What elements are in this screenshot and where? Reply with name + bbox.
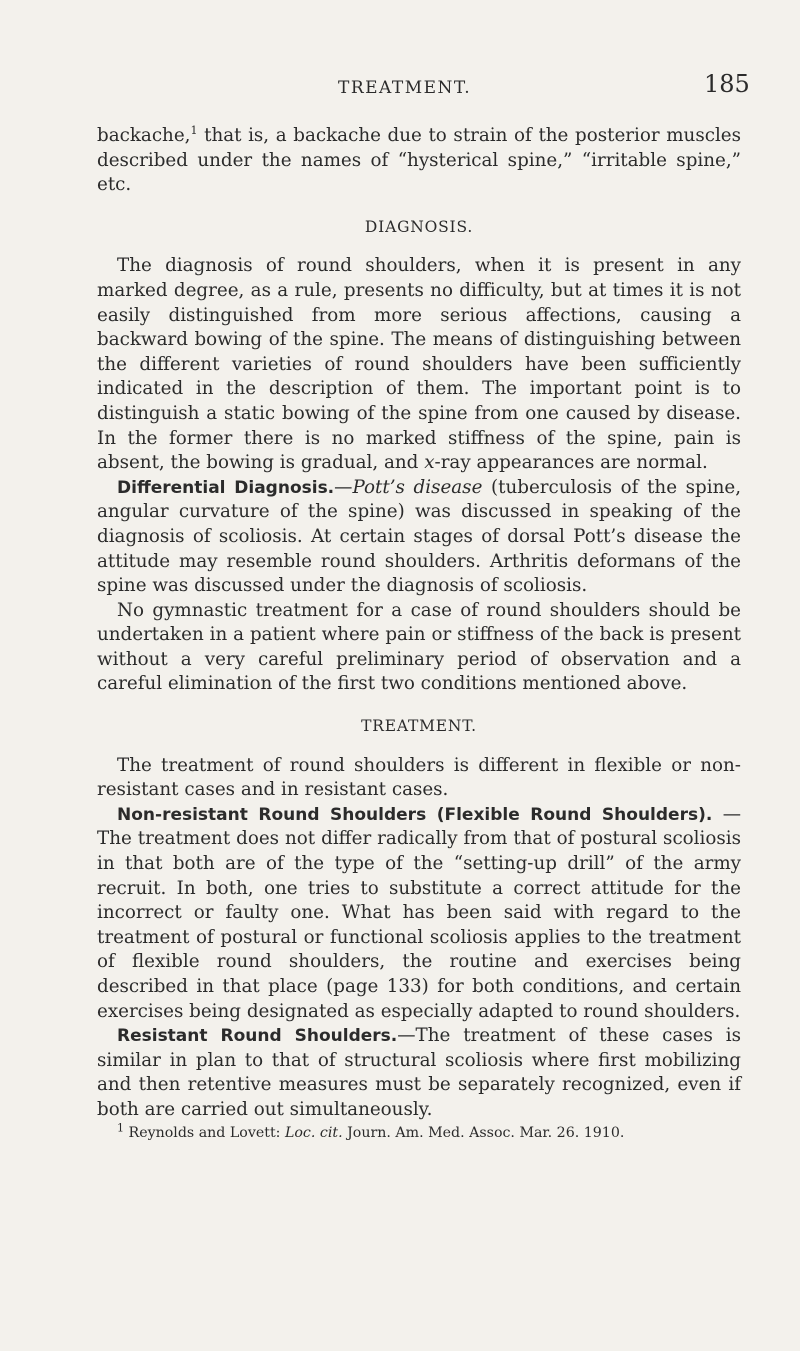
page-body (97, 124, 741, 1143)
footnote (97, 1120, 741, 1143)
differential-diagnosis-paragraph (97, 476, 741, 599)
intro-text-rest: that is, a backache due to strain of the posterior muscles described under the names of “hysterical spine,” “irritable spine,” etc. (97, 125, 741, 196)
non-resistant-text: —The treatment does not differ radically from that of postural scoliosis in that both are of the type of the “setting-up drill” of the army recruit. In both, one tries to substitute a correct attitude for the incorrect or faulty one. What has been said with regard to the treatment of postural or functional scoliosis applies to the treatment of flexible round shoulders, the routine and exercises being described in that place (page 133) for both conditions, and certain exercises being designated as especially adapted to round shoulders. (97, 803, 741, 1022)
section-heading-treatment: TREATMENT. (361, 717, 477, 736)
em-dash: — (334, 476, 353, 498)
treatment-intro-paragraph: The treatment of round shoulders is different in flexible or non-resistant cases and in resistant cases. (97, 754, 741, 801)
x-italic: x (424, 452, 435, 474)
footnote-italic: Loc. cit. (284, 1124, 343, 1141)
page-number: 185 (704, 70, 750, 98)
run-in-heading: Non-resistant Round Shoulders (Flexible Round Shoulders). (117, 804, 713, 825)
diagnosis-text-end: -ray appearances are normal. (434, 452, 708, 474)
diagnosis-text: The diagnosis of round shoulders, when it is present in any marked degree, as a rule, presents no difficulty, but at times it is not easily distinguished from more serious affections, causing a backward bowing of the spine. The means of distinguishing between the different varieties of round shoulders have been sufficiently indicated in the description of them. The important point is to distinguish a static bowing of the spine from one caused by disease. In the former there is no marked stiffness of the spine, pain is absent, the bowing is gradual, and (97, 255, 741, 474)
footnote-text: Reynolds and Lovett: (124, 1124, 285, 1141)
differential-text: (tuberculosis of the spine, angular curvature of the spine) was discussed in speaking of the diagnosis of scoliosis. At certain stages of dorsal Pott’s disease the attitude may resemble round shoulders. Arthritis deformans of the spine was discussed under the diagnosis of scoliosis. (97, 476, 742, 597)
diagnosis-paragraph (97, 254, 741, 475)
intro-paragraph (97, 124, 741, 198)
footnote-number: 1 (117, 1120, 124, 1134)
gymnastic-paragraph: No gymnastic treatment for a case of round shoulders should be undertaken in a patient where pain or stiffness of the back is present without a very careful preliminary period of observation and a careful elimination of the first two conditions mentioned above. (97, 599, 741, 695)
resistant-text: —The treatment of these cases is similar in plan to that of structural scoliosis where first mobilizing and then retentive measures must be separately recognized, even if both are carried out simultaneously. (97, 1025, 741, 1120)
running-header: TREATMENT. (338, 78, 472, 98)
footnote-marker: 1 (190, 123, 198, 137)
non-resistant-paragraph (97, 803, 741, 1024)
footnote-text-rest: Journ. Am. Med. Assoc. Mar. 26. 1910. (342, 1124, 625, 1141)
section-heading-diagnosis: DIAGNOSIS. (364, 217, 474, 236)
run-in-heading: Resistant Round Shoulders. (117, 1026, 398, 1047)
run-in-heading: Differential Diagnosis. (117, 477, 335, 498)
italic-term: Pott’s disease (352, 476, 483, 498)
resistant-paragraph (97, 1024, 741, 1122)
intro-text: backache, (97, 125, 191, 146)
